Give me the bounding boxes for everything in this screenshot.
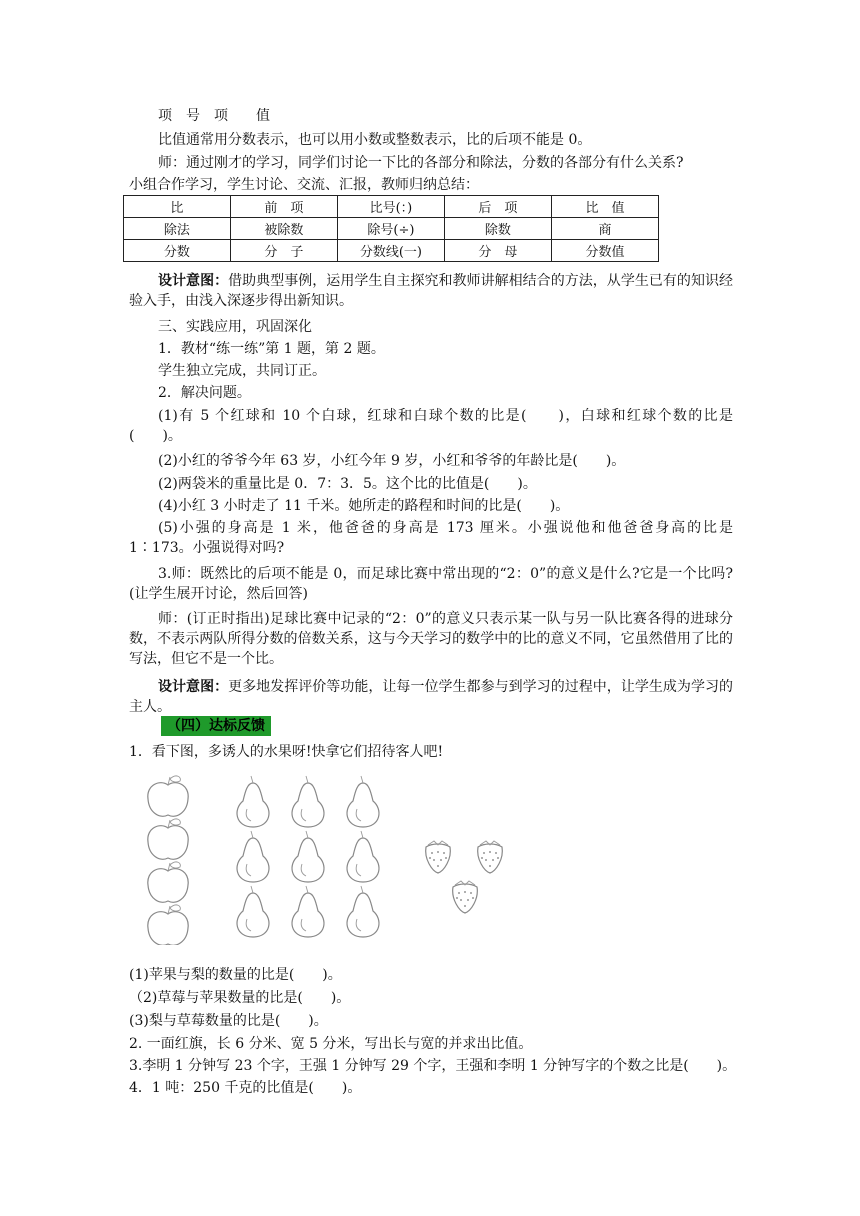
pear-icon (347, 886, 379, 937)
pear-icon (347, 831, 379, 882)
table-cell: 除法 (124, 218, 231, 240)
table-row (124, 196, 659, 218)
apple-icon (148, 862, 188, 902)
apple-icon (148, 905, 188, 945)
pear-icon (237, 776, 269, 827)
table-cell: 除数 (444, 218, 551, 240)
design-intent-label: 设计意图： (158, 679, 229, 695)
design-intent-label: 设计意图： (158, 273, 229, 289)
table-cell: 商 (551, 218, 658, 240)
strawberry-icon (426, 841, 451, 873)
exercise-3: 3.李明 1 分钟写 23 个字，王强 1 分钟写 29 个字，王强和李明 1 分钟写字的个数之比是( )。 (129, 1058, 737, 1074)
design-intent-2 (129, 677, 733, 717)
text-line: 比值通常用分数表示，也可以用小数或整数表示，比的后项不能是 0。 (158, 132, 592, 148)
table-row (124, 218, 659, 240)
table-cell: 分 子 (230, 240, 337, 262)
table-cell: 被除数 (230, 218, 337, 240)
design-intent-1 (129, 271, 733, 311)
text-line: 学生独立完成，共同订正。 (158, 363, 326, 379)
question-2: (2)小红的爷爷今年 63 岁，小红今年 9 岁，小红和爷爷的年龄比是( )。 (158, 453, 626, 469)
table-cell: 分数 (124, 240, 231, 262)
table-cell: 分 母 (444, 240, 551, 262)
exercise-1-part-3: (3)梨与草莓数量的比是( )。 (129, 1013, 328, 1029)
pear-icon (237, 831, 269, 882)
exercise-2: 2. 一面红旗，长 6 分米、宽 5 分米，写出长与宽的并求出比值。 (129, 1036, 533, 1052)
paragraph: 3.师：既然比的后项不能是 0，而足球比赛中常出现的“2：0”的意义是什么?它是一个比吗?(让学生展开讨论，然后回答) (129, 566, 733, 602)
comparison-table (123, 195, 659, 262)
pear-icon (292, 886, 324, 937)
text-line: 小组合作学习，学生讨论、交流、汇报，教师归纳总结： (129, 177, 479, 193)
section-heading: 三、实践应用，巩固深化 (158, 319, 312, 335)
design-intent-text: 借助典型事例，运用学生自主探究和教师讲解相结合的方法，从学生已有的知识经验入手，由浅入深逐步得出新知识。 (129, 273, 733, 309)
pear-icon (292, 776, 324, 827)
table-cell: 除号(÷) (337, 218, 444, 240)
exercise-1: 1．看下图，多诱人的水果呀!快拿它们招待客人吧! (129, 744, 444, 760)
apple-icon (148, 776, 188, 816)
strawberry-icon (453, 881, 478, 913)
text-line: 2．解决问题。 (158, 385, 251, 401)
fruit-svg (140, 775, 540, 945)
text-line: 项 号 项 值 (158, 108, 270, 124)
question-3: (2)两袋米的重量比是 0．7：3．5。这个比的比值是( )。 (158, 476, 537, 492)
paragraph: 师：(订正时指出)足球比赛中记录的“2：0”的意义只表示某一队与另一队比赛各得的进球分数，不表示两队所得分数的倍数关系，这与今天学习的数学中的比的意义不同，它虽然借用了比的写法，但它不是一个比。 (129, 611, 733, 667)
strawberry-icon (478, 841, 503, 873)
question-4: (4)小红 3 小时走了 11 千米。她所走的路程和时间的比是( )。 (158, 498, 570, 514)
fruit-illustration (140, 775, 540, 945)
pear-icon (237, 886, 269, 937)
table-row (124, 240, 659, 262)
pear-icon (347, 776, 379, 827)
exercise-1-part-1: (1)苹果与梨的数量的比是( )。 (129, 967, 342, 983)
text-line: 师：通过刚才的学习，同学们讨论一下比的各部分和除法，分数的各部分有什么关系? (158, 155, 684, 171)
section-badge: （四）达标反馈 (161, 716, 271, 736)
exercise-1-part-2: （2)草莓与苹果数量的比是( )。 (129, 990, 351, 1006)
question-5: (5)小强的身高是 1 米，他爸爸的身高是 173 厘米。小强说他和他爸爸身高的比是 1∶173。小强说得对吗? (129, 520, 733, 556)
text-line: 1．教材“练一练”第 1 题，第 2 题。 (158, 341, 385, 357)
apple-icon (148, 819, 188, 859)
table-cell: 后 项 (444, 196, 551, 218)
pear-icon (292, 831, 324, 882)
table-cell: 分数线(一) (337, 240, 444, 262)
table-cell: 比号(：) (337, 196, 444, 218)
table-cell: 比 (124, 196, 231, 218)
table-cell: 前 项 (230, 196, 337, 218)
table-cell: 比 值 (551, 196, 658, 218)
question-1: (1)有 5 个红球和 10 个白球，红球和白球个数的比是( )，白球和红球个数的比是( )。 (129, 408, 733, 444)
table-cell: 分数值 (551, 240, 658, 262)
design-intent-text: 更多地发挥评价等功能，让每一位学生都参与到学习的过程中，让学生成为学习的主人。 (129, 679, 733, 715)
exercise-4: 4．1 吨：250 千克的比值是( )。 (129, 1080, 362, 1096)
